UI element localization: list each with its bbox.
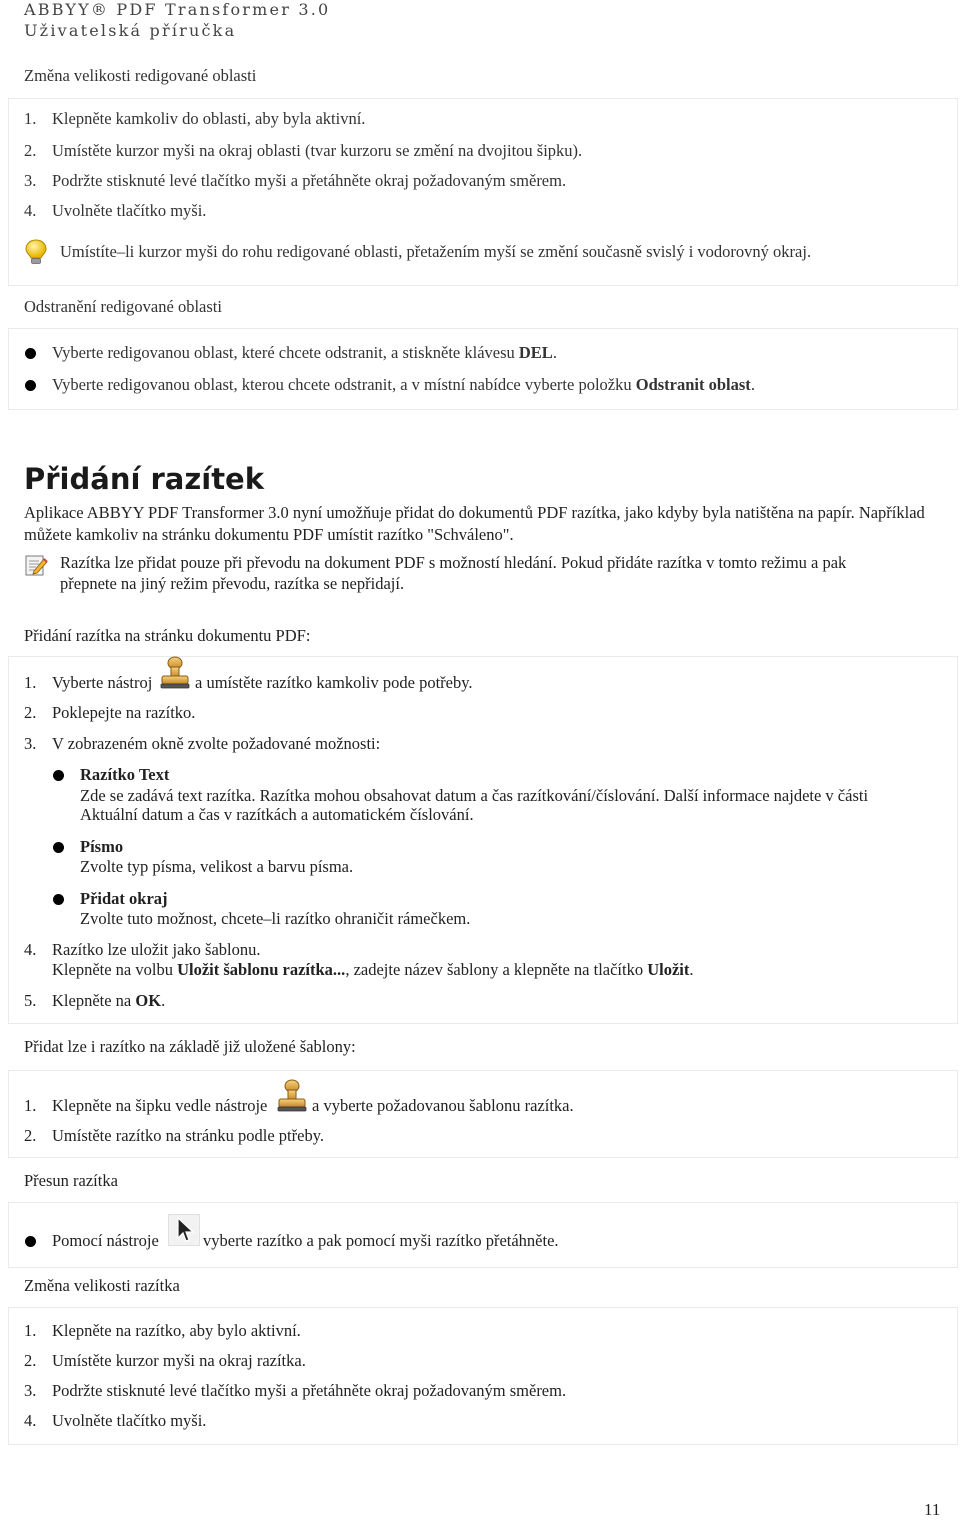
- remove-area-box: [8, 328, 958, 410]
- stamp-tool-icon[interactable]: [158, 655, 192, 691]
- remove-bullet-2: Vyberte redigovanou oblast, kterou chcete odstranit, a v místní nabídce vyberte položku Odstranit oblast.: [52, 375, 755, 394]
- step-number: 1.: [24, 673, 37, 692]
- section-heading-add-stamp: Přidání razítka na stránku dokumentu PDF:: [24, 626, 311, 645]
- step-text: Klepněte kamkoliv do oblasti, aby byla aktivní.: [52, 109, 366, 128]
- stamps-intro-line2: můžete kamkoliv na stránku dokumentu PDF umístit razítko "Schváleno".: [24, 525, 514, 544]
- option-desc: Zvolte typ písma, velikost a barvu písma.: [80, 857, 354, 876]
- page-number: 11: [924, 1500, 941, 1519]
- step-number: 2.: [24, 141, 37, 160]
- move-text-a: Pomocí nástroje: [52, 1231, 159, 1250]
- stamps-intro-line1: Aplikace ABBYY PDF Transformer 3.0 nyní umožňuje přidat do dokumentů PDF razítka, jako kdyby byla natištěna na papír. Například: [24, 503, 925, 522]
- step-text: V zobrazeném okně zvolte požadované možnosti:: [52, 734, 381, 753]
- section-heading-remove-area: Odstranění redigované oblasti: [24, 297, 222, 316]
- option-title: Razítko Text: [80, 765, 170, 784]
- header-manual: Uživatelská příručka: [24, 21, 237, 40]
- pointer-tool-icon[interactable]: [168, 1214, 200, 1246]
- section-heading-resize-area: Změna velikosti redigované oblasti: [24, 66, 257, 85]
- move-text-b: vyberte razítko a pak pomocí myši razítko přetáhněte.: [203, 1231, 559, 1250]
- bullet-icon: [53, 894, 64, 905]
- step-text: Umístěte kurzor myši na okraj razítka.: [52, 1351, 306, 1370]
- step-text: Uvolněte tlačítko myši.: [52, 201, 207, 220]
- note-icon: [24, 553, 48, 577]
- bullet-icon: [25, 380, 36, 391]
- stamp-tool-icon[interactable]: [275, 1078, 309, 1114]
- bullet-icon: [53, 842, 64, 853]
- step-number: 3.: [24, 1381, 37, 1400]
- key-del: DEL: [518, 343, 553, 362]
- step-text: Vyberte nástroj: [52, 673, 153, 692]
- step-text: Uvolněte tlačítko myši.: [52, 1411, 207, 1430]
- step-number: 3.: [24, 734, 37, 753]
- step-number: 1.: [24, 1321, 37, 1340]
- step-number: 1.: [24, 1096, 37, 1115]
- step-text: Umístěte razítko na stránku podle ptřeby.: [52, 1126, 325, 1145]
- step-text-continued: Klepněte na volbu Uložit šablonu razítka..., zadejte název šablony a klepněte na tlačítko Uložit.: [52, 960, 694, 979]
- header-product: ABBYY® PDF Transformer 3.0: [24, 0, 331, 19]
- step-text: Razítko lze uložit jako šablonu.: [52, 940, 261, 959]
- step-number: 4.: [24, 940, 37, 959]
- step-text: Klepněte na šipku vedle nástroje: [52, 1096, 268, 1115]
- note-line2: přepnete na jiný režim převodu, razítka se nepřidají.: [60, 574, 405, 593]
- step-number: 4.: [24, 1411, 37, 1430]
- command-save-template: Uložit šablonu razítka...: [177, 960, 346, 979]
- step-text: Podržte stisknuté levé tlačítko myši a přetáhněte okraj požadovaným směrem.: [52, 1381, 567, 1400]
- option-title: Přidat okraj: [80, 889, 168, 908]
- step-number: 2.: [24, 703, 37, 722]
- option-title: Písmo: [80, 837, 124, 856]
- step-number: 3.: [24, 171, 37, 190]
- menu-item-remove-area: Odstranit oblast: [635, 375, 751, 394]
- step-text: Klepněte na razítko, aby bylo aktivní.: [52, 1321, 301, 1340]
- step-text: a umístěte razítko kamkoliv pode potřeby.: [195, 673, 473, 692]
- step-text: a vyberte požadovanou šablonu razítka.: [312, 1096, 574, 1115]
- step-text: Podržte stisknuté levé tlačítko myši a přetáhněte okraj požadovaným směrem.: [52, 171, 567, 190]
- section-heading-move: Přesun razítka: [24, 1171, 118, 1190]
- option-desc: Zde se zadává text razítka. Razítka mohou obsahovat datum a čas razítkování/číslování. Další informace najdete v části: [80, 786, 869, 805]
- step-number: 4.: [24, 201, 37, 220]
- command-ok: OK: [135, 991, 162, 1010]
- step-number: 1.: [24, 109, 37, 128]
- bullet-icon: [25, 348, 36, 359]
- page-title-stamps: Přidání razítek: [24, 462, 265, 496]
- step-number: 2.: [24, 1126, 37, 1145]
- option-desc: Zvolte tuto možnost, chcete–li razítko ohraničit rámečkem.: [80, 909, 471, 928]
- note-line1: Razítka lze přidat pouze při převodu na dokument PDF s možností hledání. Pokud přidáte razítka v tomto režimu a pak: [60, 553, 847, 572]
- command-save: Uložit: [647, 960, 690, 979]
- lightbulb-icon: [24, 238, 48, 266]
- step-text: Klepněte na OK.: [52, 991, 166, 1010]
- bullet-icon: [25, 1236, 36, 1247]
- step-text: Poklepejte na razítko.: [52, 703, 196, 722]
- tip-text: Umístíte–li kurzor myši do rohu redigované oblasti, přetažením myší se změní současně svislý i vodorovný okraj.: [60, 242, 812, 261]
- option-desc: Aktuální datum a čas v razítkách a automatickém číslování.: [80, 805, 474, 824]
- step-text: Umístěte kurzor myši na okraj oblasti (tvar kurzoru se změní na dvojitou šipku).: [52, 141, 583, 160]
- section-heading-resize-stamp: Změna velikosti razítka: [24, 1276, 180, 1295]
- step-number: 5.: [24, 991, 37, 1010]
- section-heading-template: Přidat lze i razítko na základě již uložené šablony:: [24, 1037, 356, 1056]
- bullet-icon: [53, 770, 64, 781]
- step-number: 2.: [24, 1351, 37, 1370]
- remove-bullet-1: Vyberte redigovanou oblast, které chcete odstranit, a stiskněte klávesu DEL.: [52, 343, 557, 362]
